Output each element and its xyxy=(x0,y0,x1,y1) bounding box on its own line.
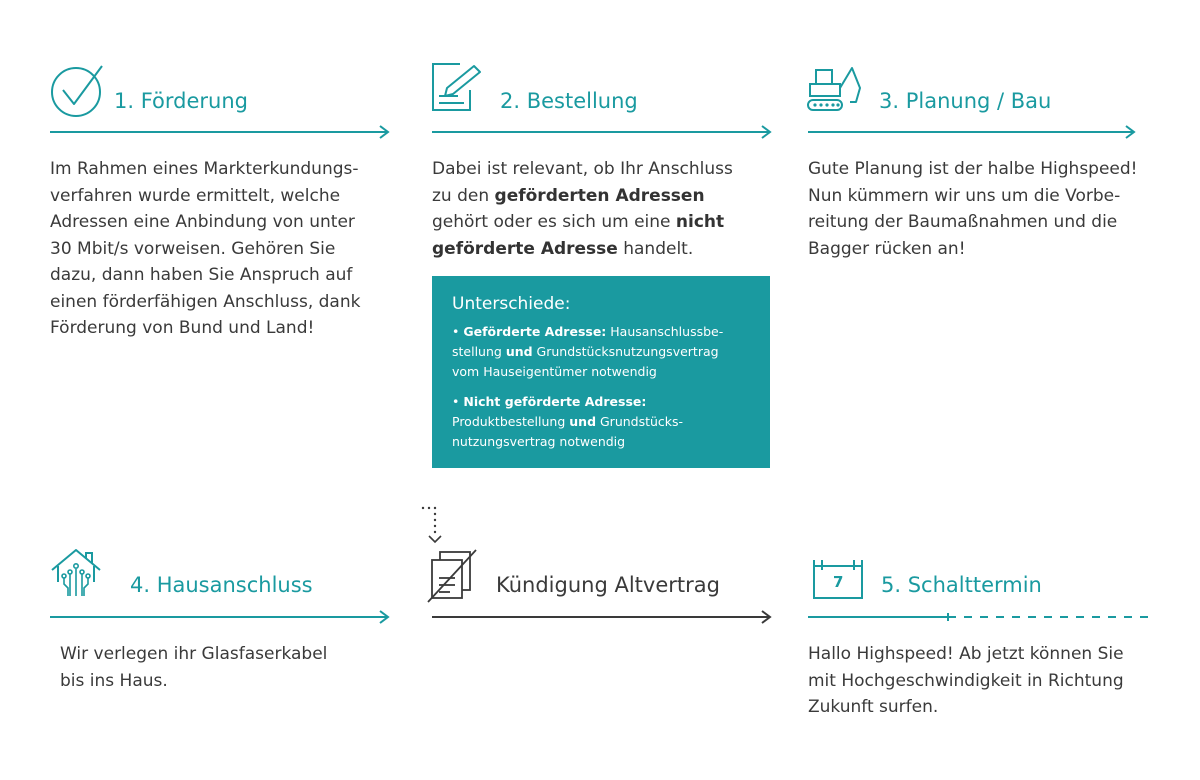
step-4-arrow xyxy=(50,609,392,625)
step-2-arrow xyxy=(432,124,774,140)
checkmark-circle-icon xyxy=(50,64,106,120)
kuendigung-title: Kündigung Altvertrag xyxy=(496,573,720,597)
crossed-documents-icon xyxy=(426,548,482,606)
differences-infobox xyxy=(432,276,770,468)
step-5-dashed-line xyxy=(808,609,1152,625)
infobox-item-funded: • Geförderte Adresse: Hausanschlussbe- stellung und Grundstücksnutzungsvertrag vom Hauseigentümer notwendig xyxy=(452,324,724,379)
step-1-title: 1. Förderung xyxy=(114,89,248,113)
step-5-title: 5. Schalttermin xyxy=(881,573,1042,597)
step-2-description: Dabei ist relevant, ob Ihr Anschluss zu den geförderten Adressen gehört oder es sich um eine nicht geförderte Adresse handelt. xyxy=(432,159,733,259)
dotted-down-arrow-icon xyxy=(420,502,450,546)
step-3-arrow xyxy=(808,124,1138,140)
step-4-title: 4. Hausanschluss xyxy=(130,573,313,597)
infobox-item-unfunded: • Nicht geförderte Adresse: Produktbestellung und Grundstücks- nutzungsvertrag notwendig xyxy=(452,394,684,449)
smart-house-icon xyxy=(48,548,104,602)
step-3-title: 3. Planung / Bau xyxy=(879,89,1052,113)
kuendigung-arrow xyxy=(432,609,774,625)
calendar-day: 7 xyxy=(833,573,844,591)
excavator-icon xyxy=(806,64,866,114)
step-1-arrow xyxy=(50,124,392,140)
step-4-description: Wir verlegen ihr Glasfaserkabel bis ins Haus. xyxy=(60,644,328,691)
step-3-description: Gute Planung ist der halbe Highspeed! Nun kümmern wir uns um die Vorbe- reitung der Baumaßnahmen und die Bagger rücken an! xyxy=(808,159,1138,259)
infobox-heading: Unterschiede: xyxy=(452,294,571,314)
document-pen-icon xyxy=(430,62,490,114)
step-5-description: Hallo Highspeed! Ab jetzt können Sie mit Hochgeschwindigkeit in Richtung Zukunft surfen. xyxy=(808,644,1124,717)
step-1-description: Im Rahmen eines Markterkundungs- verfahren wurde ermittelt, welche Adressen eine Anbindung von unter 30 Mbit/s vorweisen. Gehören Sie dazu, dann haben Sie Anspruch auf einen förderfähigen Anschluss, dank Förderung von Bund und Land! xyxy=(50,159,361,338)
step-2-title: 2. Bestellung xyxy=(500,89,638,113)
